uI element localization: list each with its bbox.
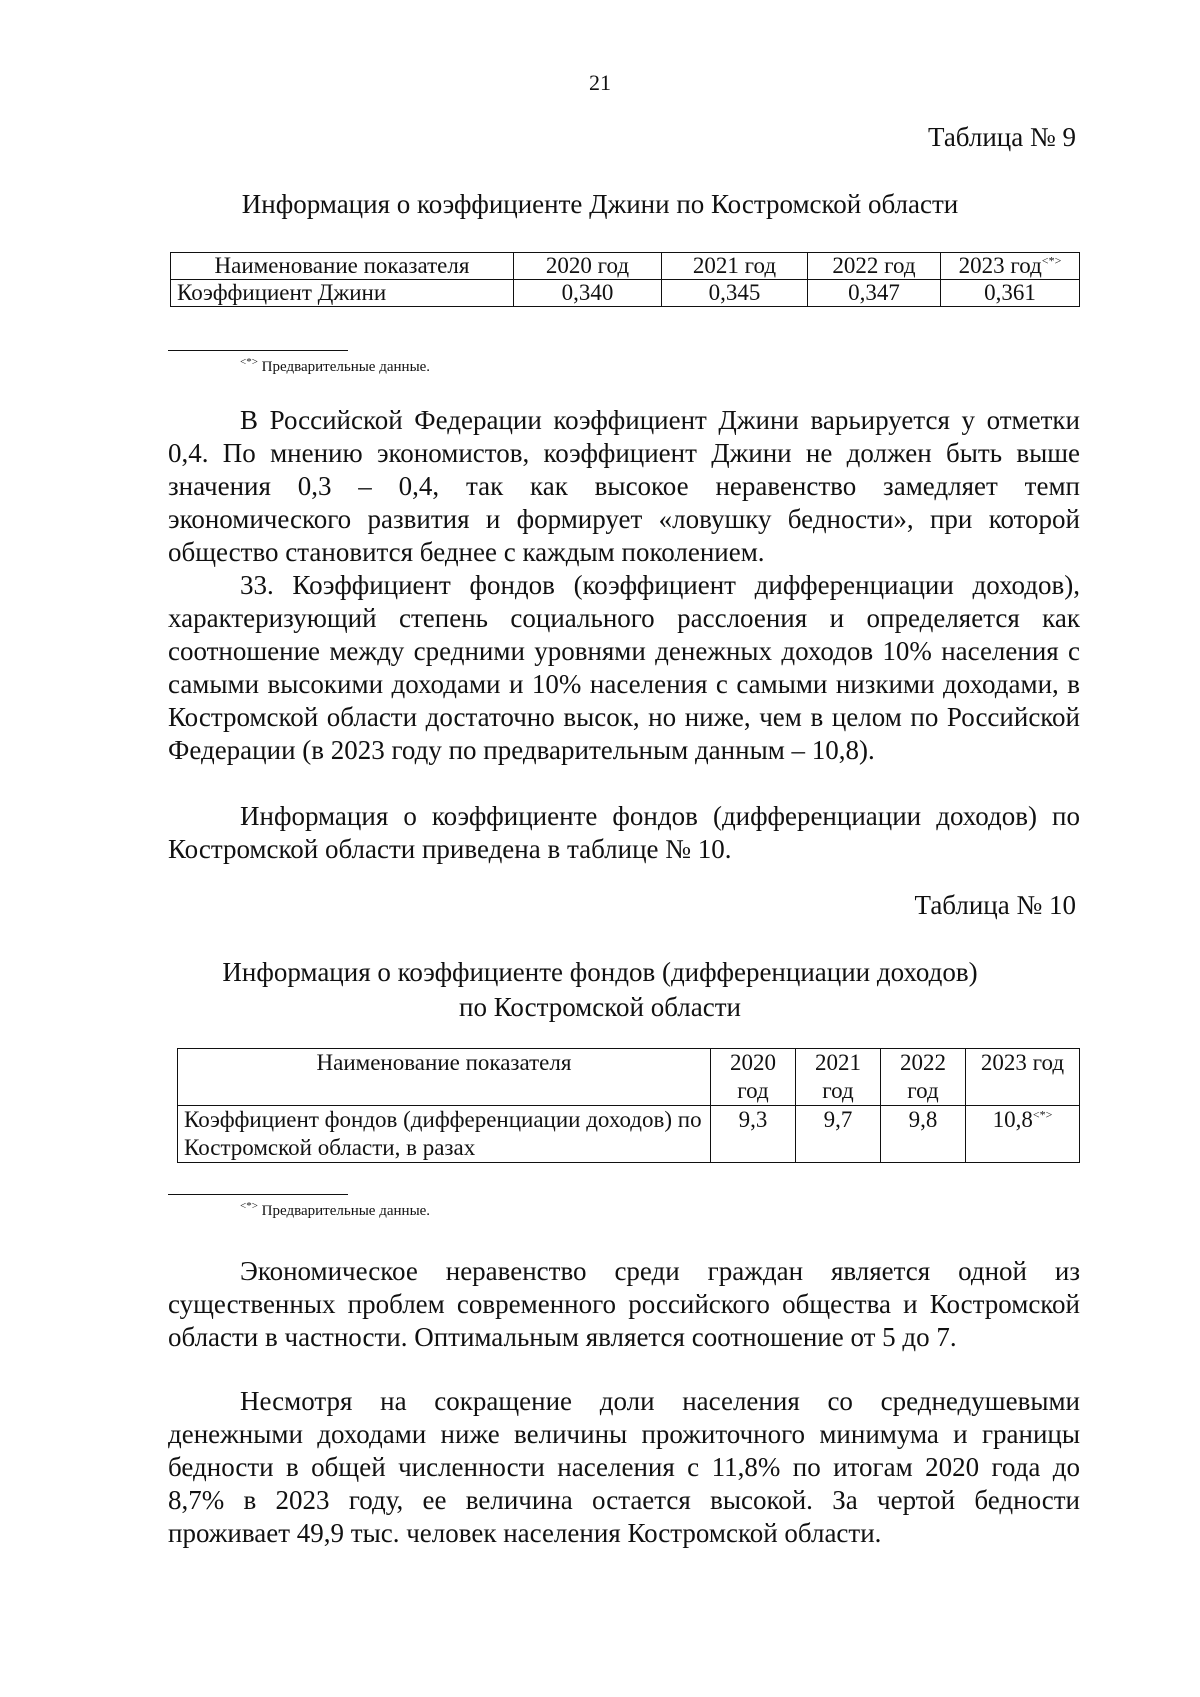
page-number: 21 [589, 70, 611, 95]
table-10-label: Таблица № 10 [914, 890, 1076, 920]
footnote-mark: <*> [240, 1200, 258, 1212]
value-cell: 9,8 [881, 1106, 966, 1163]
footnote [240, 1200, 430, 1220]
paragraph: 33. Коэффициент фондов (коэффициент дифференциации доходов), характеризующий степень социального расслоения и определяется как соотношение между средними уровнями денежных доходов 10% населения с самыми высокими доходами и 10% населения с самыми низкими доходами, в Костромской области достаточно высок, но ниже, чем в целом по Российской Федерации (в 2023 году по предварительным данным – 10,8). [168, 570, 1080, 765]
footnote-text: Предварительные данные. [261, 1203, 431, 1219]
row-label: Коэффициент Джини [171, 280, 514, 307]
header-cell: 2021 год [796, 1049, 881, 1106]
table-row [178, 1106, 1080, 1163]
footnote-divider [168, 1194, 348, 1195]
value-cell: 0,347 [808, 280, 941, 307]
preliminary-mark: <*> [1032, 1107, 1053, 1122]
value-cell: 0,345 [662, 280, 808, 307]
table-header-row [178, 1049, 1080, 1106]
paragraph: Экономическое неравенство среди граждан является одной из существенных проблем современного российского общества и Костромской области в частности. Оптимальным является соотношение от 5 до 7. [168, 1256, 1080, 1352]
value-cell: 0,340 [514, 280, 662, 307]
row-label: Коэффициент фондов (дифференциации доходов) по Костромской области, в разах [178, 1106, 711, 1163]
header-cell: 2022 год [881, 1049, 966, 1106]
table-row [171, 280, 1080, 307]
header-cell: 2020 год [711, 1049, 796, 1106]
gini-table [170, 252, 1080, 307]
header-cell: 2020 год [514, 253, 662, 280]
header-cell: Наименование показателя [178, 1049, 711, 1106]
footnote [240, 356, 430, 376]
footnote-mark: <*> [240, 356, 258, 368]
header-cell [941, 253, 1080, 280]
funds-coefficient-table [177, 1048, 1080, 1163]
table-10-title-line2: по Костромской области [459, 992, 741, 1022]
preliminary-mark: <*> [1041, 253, 1062, 268]
header-cell: 2022 год [808, 253, 941, 280]
value-cell [966, 1106, 1080, 1163]
footnote-text: Предварительные данные. [261, 359, 431, 375]
table-10-title: Информация о коэффициенте фондов (дифференциации доходов) [222, 957, 978, 987]
header-cell: Наименование показателя [171, 253, 514, 280]
footnote-divider [168, 350, 348, 351]
paragraph: Информация о коэффициенте фондов (дифференциации доходов) по Костромской области приведена в таблице № 10. [168, 801, 1080, 864]
table-9-title: Информация о коэффициенте Джини по Костромской области [241, 189, 959, 219]
header-text: 2023 год [958, 253, 1042, 278]
table-header-row [171, 253, 1080, 280]
paragraph: В Российской Федерации коэффициент Джини варьируется у отметки 0,4. По мнению экономистов, коэффициент Джини не должен быть выше значения 0,3 – 0,4, так как высокое неравенство замедляет темп экономического развития и формирует «ловушку бедности», при которой общество становится беднее с каждым поколением. [168, 405, 1080, 567]
header-cell: 2023 год [966, 1049, 1080, 1106]
value-text: 10,8 [992, 1107, 1033, 1132]
value-cell: 0,361 [941, 280, 1080, 307]
table-9-label: Таблица № 9 [928, 122, 1076, 152]
header-cell: 2021 год [662, 253, 808, 280]
value-cell: 9,3 [711, 1106, 796, 1163]
value-cell: 9,7 [796, 1106, 881, 1163]
paragraph: Несмотря на сокращение доли населения со среднедушевыми денежными доходами ниже величины прожиточного минимума и границы бедности в общей численности населения с 11,8% по итогам 2020 года до 8,7% в 2023 году, ее величина остается высокой. За чертой бедности проживает 49,9 тыс. человек населения Костромской области. [168, 1386, 1080, 1548]
